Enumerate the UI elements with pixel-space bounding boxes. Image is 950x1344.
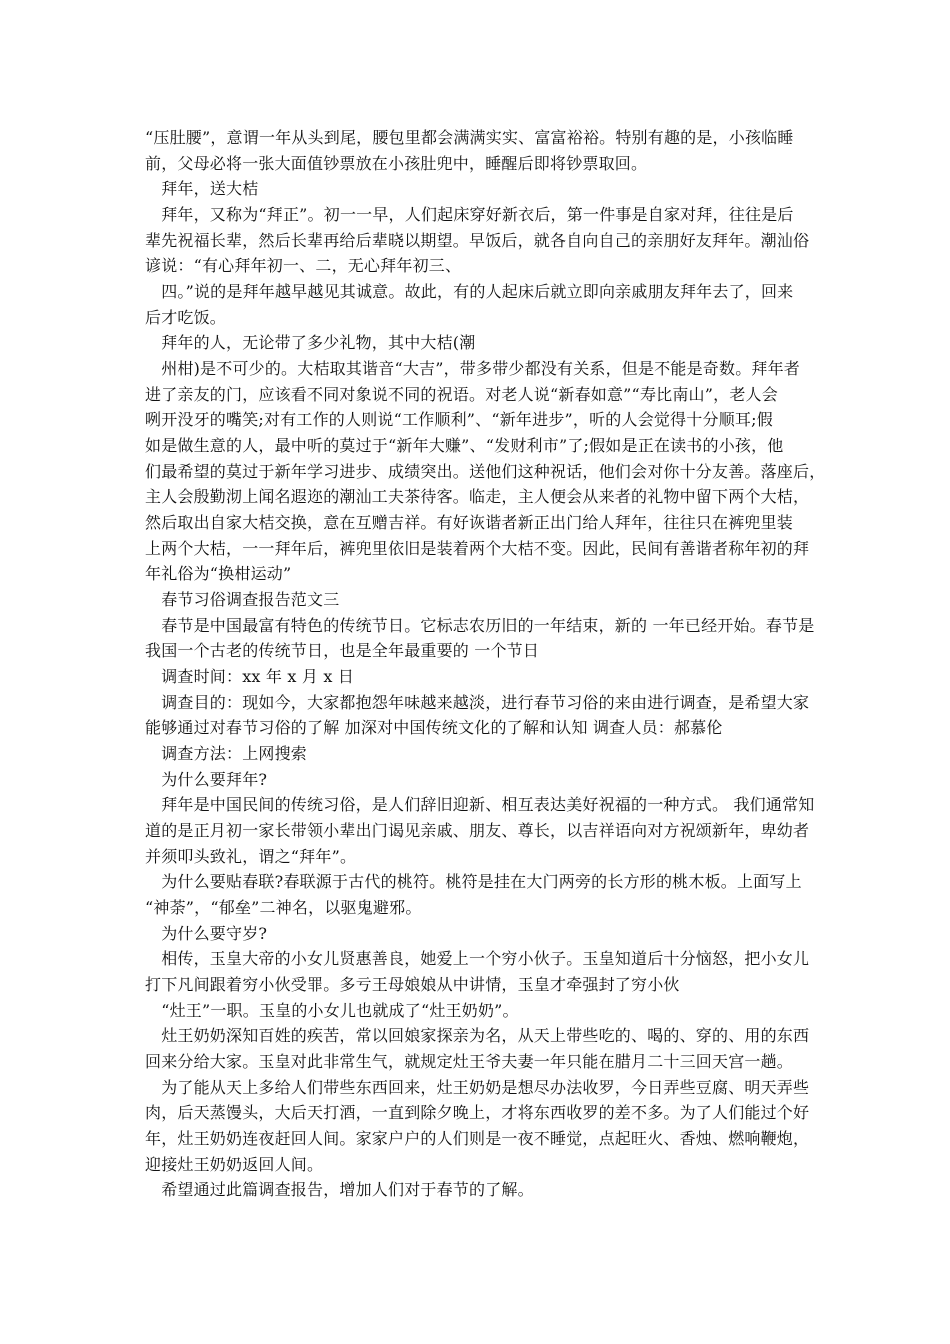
question-heading: 为什么要守岁? [145,924,268,943]
text-line: “神荼”，“郁垒”二神名，以驱鬼避邪。 [145,898,422,917]
text-line: 拜年的人，无论带了多少礼物，其中大桔(潮 [145,333,476,352]
text-line: 打下凡间跟着穷小伙受罪。多亏王母娘娘从中讲情，玉皇才牵强封了穷小伙 [145,975,680,994]
text-line: 进了亲友的门，应该看不同对象说不同的祝语。对老人说“新春如意”“寿比南山”，老人会 [145,385,778,404]
question-heading: 为什么要拜年? [145,770,268,789]
text-line: 我国一个古老的传统节日，也是全年最重要的 一个节日 [145,641,540,660]
text-line: 迎接灶王奶奶返回人间。 [145,1155,324,1174]
text-line: 咧开没牙的嘴笑;对有工作的人则说“工作顺利”、“新年进步”，听的人会觉得十分顺耳;假 [145,410,773,429]
text-line: 主人会殷勤沏上闻名遐迩的潮汕工夫茶待客。临走，主人便会从来者的礼物中留下两个大桔， [145,487,810,506]
text-line: 回来分给大家。玉皇对此非常生气，就规定灶王爷夫妻一年只能在腊月二十三回天宫一趟。 [145,1052,794,1071]
text-line: 年礼俗为“换柑运动” [145,564,292,583]
text-line: 为了能从天上多给人们带些东西回来，灶王奶奶是想尽办法收罗，今日弄些豆腐、明天弄些 [145,1078,810,1097]
section-heading: 春节习俗调查报告范文三 [145,590,340,609]
text-line: 调查时间：xx 年 x 月 x 日 [145,667,355,686]
text-line: 希望通过此篇调查报告，增加人们对于春节的了解。 [145,1180,534,1199]
text-line: 前，父母必将一张大面值钞票放在小孩肚兜中，睡醒后即将钞票取回。 [145,154,648,173]
text-line: 拜年，又称为“拜正”。初一一早，人们起床穿好新衣后，第一件事是自家对拜，往往是后 [145,205,794,224]
text-line: 并须叩头致礼，谓之“拜年”。 [145,847,357,866]
text-line: 调查方法：上网搜索 [145,744,308,763]
text-line: “灶王”一职。玉皇的小女儿也就成了“灶王奶奶”。 [145,1001,519,1020]
text-line: 后才吃饭。 [145,308,227,327]
text-line: 拜年是中国民间的传统习俗，是人们辞旧迎新、相互表达美好祝福的一种方式。 我们通常知 [145,795,815,814]
text-line: 四。”说的是拜年越早越见其诚意。故此，有的人起床后就立即向亲戚朋友拜年去了，回来 [145,282,794,301]
text-line: 谚说：“有心拜年初一、二，无心拜年初三、 [145,256,462,275]
text-line: 调查目的：现如今，大家都抱怨年味越来越淡，进行春节习俗的来由进行调查，是希望大家 [145,693,810,712]
text-line: 州柑)是不可少的。大桔取其谐音“大吉”，带多带少都没有关系，但是不能是奇数。拜年者 [145,359,801,378]
text-line: 们最希望的莫过于新年学习进步、成绩突出。送他们这种祝话，他们会对你十分友善。落座后， [145,462,826,481]
text-line: 为什么要贴春联?春联源于古代的桃符。桃符是挂在大门两旁的长方形的桃木板。上面写上 [145,872,802,891]
text-line: 道的是正月初一家长带领小辈出门谒见亲戚、朋友、尊长，以吉祥语向对方祝颂新年，卑幼者 [145,821,810,840]
text-line: 如是做生意的人，最中听的莫过于“新年大赚”、“发财利市”了;假如是正在读书的小孩，他 [145,436,784,455]
text-line: 能够通过对春节习俗的了解 加深对中国传统文化的了解和认知 调查人员：郝慕伦 [145,718,723,737]
text-line: 上两个大桔，一一拜年后，裤兜里依旧是装着两个大桔不变。因此，民间有善谐者称年初的拜 [145,539,810,558]
text-line: 肉，后天蒸馒头，大后天打酒，一直到除夕晚上，才将东西收罗的差不多。为了人们能过个好 [145,1103,810,1122]
text-line: 灶王奶奶深知百姓的疾苦，常以回娘家探亲为名，从天上带些吃的、喝的、穿的、用的东西 [145,1026,810,1045]
text-line: 春节是中国最富有特色的传统节日。它标志农历旧的一年结束，新的 一年已经开始。春节是 [145,616,815,635]
text-line: 然后取出自家大桔交换，意在互赠吉祥。有好诙谐者新正出门给人拜年，往往只在裤兜里装 [145,513,794,532]
text-line: “压肚腰”，意谓一年从头到尾，腰包里都会满满实实、富富裕裕。特别有趣的是，小孩临睡 [145,128,794,147]
section-heading: 拜年，送大桔 [145,179,259,198]
text-line: 辈先祝福长辈，然后长辈再给后辈晓以期望。早饭后，就各自向自己的亲朋好友拜年。潮汕俗 [145,231,810,250]
text-line: 年，灶王奶奶连夜赶回人间。家家户户的人们则是一夜不睡觉，点起旺火、香烛、燃响鞭炮， [145,1129,810,1148]
text-line: 相传，玉皇大帝的小女儿贤惠善良，她爱上一个穷小伙子。玉皇知道后十分恼怒，把小女儿 [145,949,810,968]
